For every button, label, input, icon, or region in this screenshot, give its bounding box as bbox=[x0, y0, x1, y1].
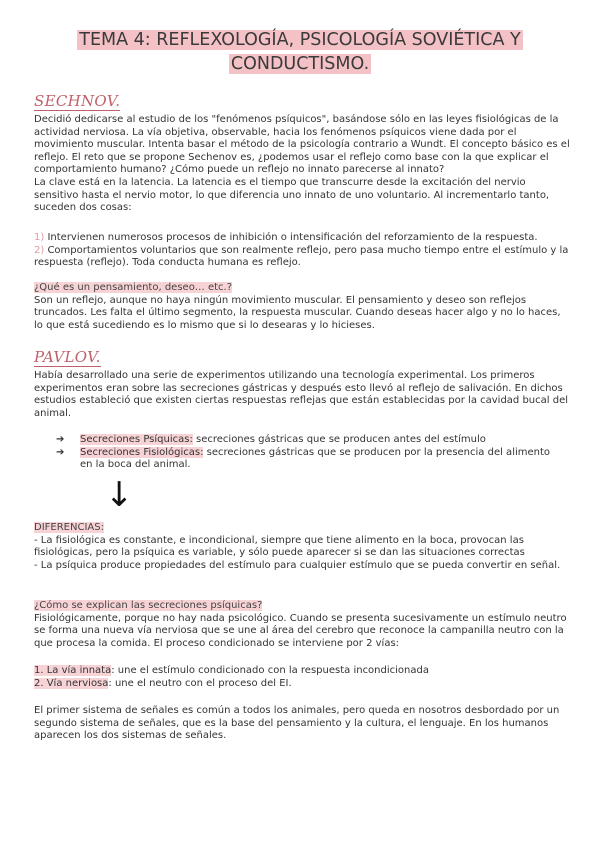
down-arrow-icon: ↓ bbox=[105, 475, 134, 515]
sechenov-p2: La clave está en la latencia. La latencia es el tiempo que transcurre desde la excitación del nervio sensitivo hasta el nervio motor, lo que diferencia uno innato de uno voluntario. Al incrementarlo tanto, suceden dos cosas: bbox=[34, 176, 550, 214]
list-item: ➔ Secreciones Psíquicas: secreciones gástricas que se producen antes del estímulo bbox=[56, 434, 486, 445]
sechenov-p1: Decidió dedicarse al estudio de los "fenómenos psíquicos", basándose sólo en las leyes fisiológicas de la actividad nerviosa. La vía objetiva, observable, hacia los fenómenos psíquicos viene dada por el movimiento muscular. Intenta basar el método de la psicología contrario a Wundt. El concepto básico es el reflejo. El reto que se propone Sechenov es, ¿podemos usar el reflejo como base con la que explicar el comportamiento humano? ¿Cómo puede un reflejo no innato parecerse al innato? bbox=[34, 114, 570, 176]
title-line-2: CONDUCTISMO. bbox=[230, 54, 370, 74]
page-title bbox=[40, 28, 560, 76]
sechenov-list bbox=[34, 232, 570, 270]
list-number: 2) bbox=[34, 244, 45, 256]
arrow-icon: ➔ bbox=[56, 434, 65, 445]
arrow-icon: ➔ bbox=[56, 446, 65, 458]
pavlov-bullets bbox=[56, 434, 560, 472]
list-number: 1) bbox=[34, 232, 45, 243]
answer-text: Son un reflejo, aunque no haya ningún movimiento muscular. El pensamiento y deseo son reflejos truncados. Les falta el último segmento, la respuesta muscular. Cuando deseas hacer algo y no lo haces, lo que está sucediendo es lo mismo que si lo desearas y lo hicieses. bbox=[34, 294, 561, 331]
sechenov-question-block bbox=[34, 282, 570, 332]
list-item: ➔ Secreciones Fisiológicas: secreciones gástricas que se producen por la presencia del alimento en la boca del animal. bbox=[56, 446, 551, 471]
question-heading: ¿Qué es un pensamiento, deseo… etc.? bbox=[34, 282, 233, 293]
list-item: 2) Comportamientos voluntarios que son realmente reflejo, pero pasa mucho tiempo entre el estímulo y la respuesta (reflejo). Toda conducta humana es reflejo. bbox=[34, 244, 569, 269]
question-heading: ¿Cómo se explican las secreciones psíquicas? bbox=[34, 600, 263, 611]
final-paragraph: El primer sistema de señales es común a todos los animales, pero queda en nosotros desbordado por un segundo sistema de señales, que es la base del pensamiento y la cultura, el lenguaje. En los humanos aparecen los dos sistemas de señales. bbox=[34, 705, 560, 742]
title-line-1: TEMA 4: REFLEXOLOGÍA, PSICOLOGÍA SOVIÉTICA Y bbox=[79, 30, 521, 50]
differences-block bbox=[34, 522, 570, 572]
list-item: 2. Vía nerviosa: une el neutro con el proceso del EI. bbox=[34, 677, 292, 689]
heading-sechenov: SECHNOV. bbox=[34, 92, 121, 110]
list-item: 1) Intervienen numerosos procesos de inhibición o intensificación del reforzamiento de la respuesta. bbox=[34, 232, 538, 243]
heading-pavlov: PAVLOV. bbox=[34, 348, 101, 366]
difference-2: - La psíquica produce propiedades del estímulo para cualquier estímulo que se pueda convertir en señal. bbox=[34, 559, 561, 571]
bullet-label: Secreciones Psíquicas: bbox=[80, 434, 193, 445]
bullet-label: Secreciones Fisiológicas: bbox=[80, 446, 204, 458]
difference-1: - La fisiológica es constante, e incondicional, siempre que tiene alimento en la boca, provocan las fisiológicas, pero la psíquica es variable, y sólo puede aparecer si se dan las situaciones correctas bbox=[34, 534, 525, 559]
pavlov-pathways bbox=[34, 665, 570, 690]
pavlov-paragraph: Había desarrollado una serie de experimentos utilizando una tecnología experimental. Los primeros experimentos eran sobre las secreciones gástricas y después esto llevó al reflejo de salivación. En dichos estudios estableció que existen ciertas respuestas reflejas que están establecidas por la cavidad bucal del animal. bbox=[34, 370, 568, 419]
list-item: 1. La vía innata: une el estímulo condicionado con la respuesta incondicionada bbox=[34, 665, 429, 676]
differences-heading: DIFERENCIAS: bbox=[34, 522, 104, 533]
sechenov-paragraph bbox=[34, 114, 570, 215]
answer-text: Fisiológicamente, porque no hay nada psicológico. Cuando se presenta sucesivamente un estímulo neutro se forma una nueva vía nerviosa que se une al área del cerebro que reconoce la campanilla neutro con la que procesa la comida. El proceso condicionado se interviene por 2 vías: bbox=[34, 612, 567, 649]
pavlov-question-block bbox=[34, 600, 570, 650]
